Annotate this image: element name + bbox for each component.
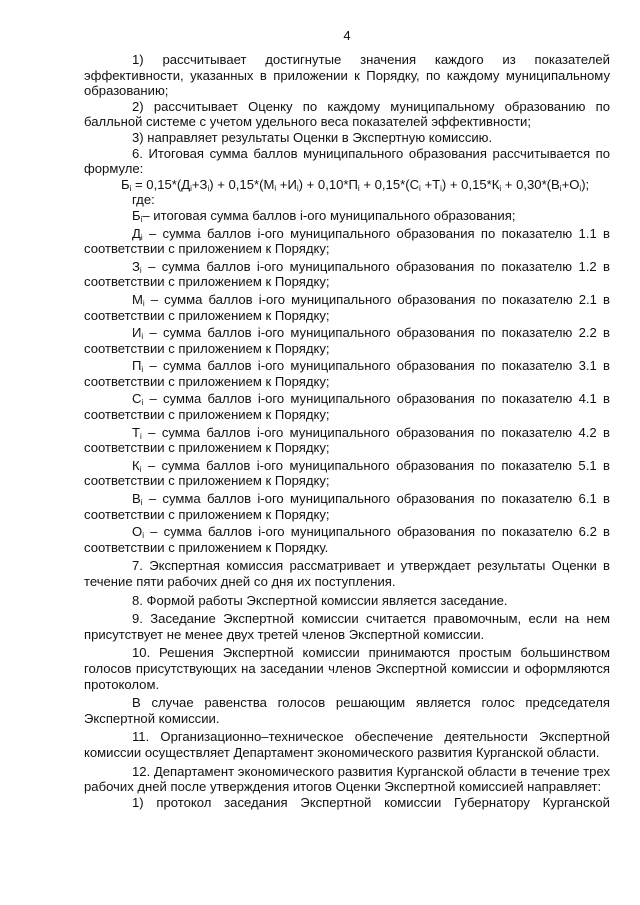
definition-subscript: i	[139, 265, 142, 275]
page-number: 4	[343, 28, 351, 43]
definition-text: – сумма баллов i-ого муниципального образования по показателю 1.1 в соответствии с приложением к Порядку;	[84, 225, 610, 257]
list-item: 2) рассчитывает Оценку по каждому муниципальному образованию по балльной системе с учетом удельного веса показателей эффективности;	[84, 98, 610, 130]
list-item: 3) направляет результаты Оценки в Экспертную комиссию.	[132, 129, 493, 145]
definition-subscript: i	[141, 365, 144, 375]
definition-subscript: i	[141, 398, 144, 408]
paragraph: 10. Решения Экспертной комиссии принимаются простым большинством голосов присутствующих на заседании членов Экспертной комиссии и оформляются протоколом.	[84, 645, 610, 692]
definition-subscript: i	[140, 232, 143, 242]
definition-symbol: О	[132, 524, 143, 540]
paragraph: 8. Формой работы Экспертной комиссии является заседание.	[132, 592, 508, 608]
where-label: где:	[132, 192, 155, 208]
definition-text: – сумма баллов i-ого муниципального образования по показателю 4.1 в соответствии с приложением к Порядку;	[84, 391, 610, 423]
paragraph: 12. Департамент экономического развития Курганской области в течение трех рабочих дней после утверждения итогов Оценки Экспертной комиссией направляет:	[84, 763, 610, 795]
paragraph: 7. Экспертная комиссия рассматривает и утверждает результаты Оценки в течение пяти рабочих дней со дня их поступления.	[84, 558, 610, 589]
definition-subscript: i	[139, 464, 142, 474]
definition-text: – сумма баллов i-ого муниципального образования по показателю 1.2 в соответствии с приложением к Порядку;	[84, 258, 610, 290]
definition-symbol: З	[132, 258, 140, 274]
definition-item	[84, 491, 610, 522]
definitions-list	[84, 226, 610, 556]
document-page	[84, 28, 610, 810]
formula: $Б_i = 0,15*(Д_i+З_i) + 0,15*(М_i +И_i) + 0,10*П_i + 0,15*(С_i +Т_i) + 0,15*К_i + 0,30*(В_i+О_i)$;	[121, 176, 590, 193]
definition-text: – сумма баллов i-ого муниципального образования по показателю 2.1 в соответствии с приложением к Порядку;	[84, 291, 610, 323]
definition-symbol: В	[132, 491, 141, 507]
definition-symbol: М	[132, 291, 143, 307]
definition-item	[84, 358, 610, 389]
definition-item	[84, 292, 610, 323]
definition-symbol: С	[132, 391, 142, 407]
paragraph: В случае равенства голосов решающим является голос председателя Экспертной комиссии.	[84, 695, 610, 726]
definition-symbol: П	[132, 358, 142, 374]
paragraph: 6. Итоговая сумма баллов муниципального образования рассчитывается по формуле:	[84, 145, 610, 177]
definition-text: – сумма баллов i-ого муниципального образования по показателю 2.2 в соответствии с приложением к Порядку;	[84, 325, 610, 356]
paragraph: 11. Организационно–техническое обеспечение деятельности Экспертной комиссии осуществляет Департамент экономического развития Курганской области.	[84, 729, 610, 760]
definition-text: – сумма баллов i-ого муниципального образования по показателю 3.1 в соответствии с приложением к Порядку;	[84, 358, 610, 389]
definition-subscript: i	[142, 531, 144, 541]
definition-item	[84, 226, 610, 257]
definition-symbol: И	[132, 325, 142, 341]
definition-item	[84, 425, 610, 456]
definition-item	[84, 259, 610, 290]
definition-item	[84, 391, 610, 422]
definition-item	[84, 524, 610, 555]
definition-item	[84, 458, 610, 489]
definition-total: $Б_i-$ итоговая сумма баллов i-ого муниципального образования;	[132, 207, 516, 224]
definition-symbol: К	[132, 457, 140, 473]
definition-subscript: i	[142, 298, 145, 308]
definition-subscript: i	[140, 431, 142, 441]
list-item: 1) протокол заседания Экспертной комиссии Губернатору Курганской	[132, 794, 610, 810]
definition-symbol: Д	[132, 225, 141, 241]
definition-text: – сумма баллов i-ого муниципального образования по показателю 6.2 в соответствии с приложением к Порядку.	[84, 524, 610, 555]
definition-item	[84, 325, 610, 356]
definition-subscript: i	[141, 332, 144, 342]
definition-subscript: i	[140, 498, 143, 508]
definition-text: – сумма баллов i-ого муниципального образования по показателю 4.2 в соответствии с приложением к Порядку;	[84, 424, 610, 456]
list-item: 1) рассчитывает достигнутые значения каждого из показателей эффективности, указанных в приложении к Порядку, по каждому муниципальному образованию;	[84, 52, 610, 99]
definition-symbol: Т	[132, 424, 140, 440]
definition-text: – сумма баллов i-ого муниципального образования по показателю 6.1 в соответствии с приложением к Порядку;	[84, 491, 610, 522]
paragraph: 9. Заседание Экспертной комиссии считается правомочным, если на нем присутствует не менее двух третей членов Экспертной комиссии.	[84, 611, 610, 642]
definition-text: – сумма баллов i-ого муниципального образования по показателю 5.1 в соответствии с приложением к Порядку;	[84, 457, 610, 489]
